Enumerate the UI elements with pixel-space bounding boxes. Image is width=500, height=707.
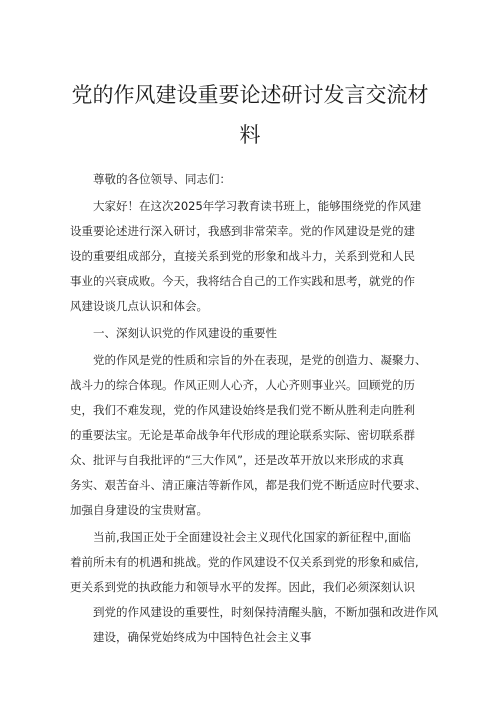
- paragraph-line: 事业的兴衰成败。今天，我将结合自己的工作实践和思考，就党的作: [70, 274, 415, 288]
- paragraph-line: 到党的作风建设的重要性，时刻保持清醒头脑，不断加强和改进作风: [93, 605, 438, 619]
- paragraph-line: 战斗力的综合体现。作风正则人心齐，人心齐则事业兴。回顾党的历: [70, 378, 415, 392]
- section-heading: 一、深刻认识党的作风建设的重要性: [93, 326, 277, 340]
- paragraph-line: 党的作风是党的性质和宗旨的外在表现，是党的创造力、凝聚力、: [93, 353, 427, 367]
- paragraph-line: 设的重要组成部分，直接关系到党的形象和战斗力，关系到党和人民: [70, 249, 415, 263]
- paragraph-line: 的重要法宝。无论是革命战争年代形成的理论联系实际、密切联系群: [70, 428, 415, 442]
- title-line-1: 党的作风建设重要论述研讨发言交流材: [71, 83, 429, 107]
- paragraph-line: 更关系到党的执政能力和领导水平的发挥。因此，我们必须深刻认识: [70, 580, 415, 594]
- body-paragraph-1: [70, 348, 430, 523]
- paragraph-line: 建设，确保党始终成为中国特色社会主义事: [93, 630, 312, 644]
- paragraph-line: 众、批评与自我批评的“三大作风”，还是改革开放以来形成的求真: [70, 453, 404, 467]
- paragraph-line: 史，我们不难发现，党的作风建设始终是我们党不断从胜利走向胜利: [70, 403, 415, 417]
- paragraph-line: 加强自身建设的宝贵财富。: [70, 503, 208, 517]
- paragraph-line: 务实、艰苦奋斗、清正廉洁等新作风，都是我们党不断适应时代要求、: [70, 478, 427, 492]
- intro-paragraph: [70, 194, 430, 319]
- paragraph-line: 当前,我国正处于全面建设社会主义现代化国家的新征程中,面临: [93, 530, 411, 544]
- paragraph-line: 着前所未有的机遇和挑战。党的作风建设不仅关系到党的形象和威信,: [70, 555, 419, 569]
- salutation: 尊敬的各位领导、同志们：: [93, 172, 231, 186]
- paragraph-line: 大家好！在这次2025年学习教育读书班上，能够围绕党的作风建: [93, 199, 422, 213]
- paragraph-line: 风建设谈几点认识和体会。: [70, 299, 208, 313]
- title-line-2: 料: [239, 123, 261, 147]
- body-paragraph-2: [70, 525, 438, 650]
- document-title: [70, 75, 430, 155]
- paragraph-line: 设重要论述进行深入研讨，我感到非常荣幸。党的作风建设是党的建: [70, 224, 415, 238]
